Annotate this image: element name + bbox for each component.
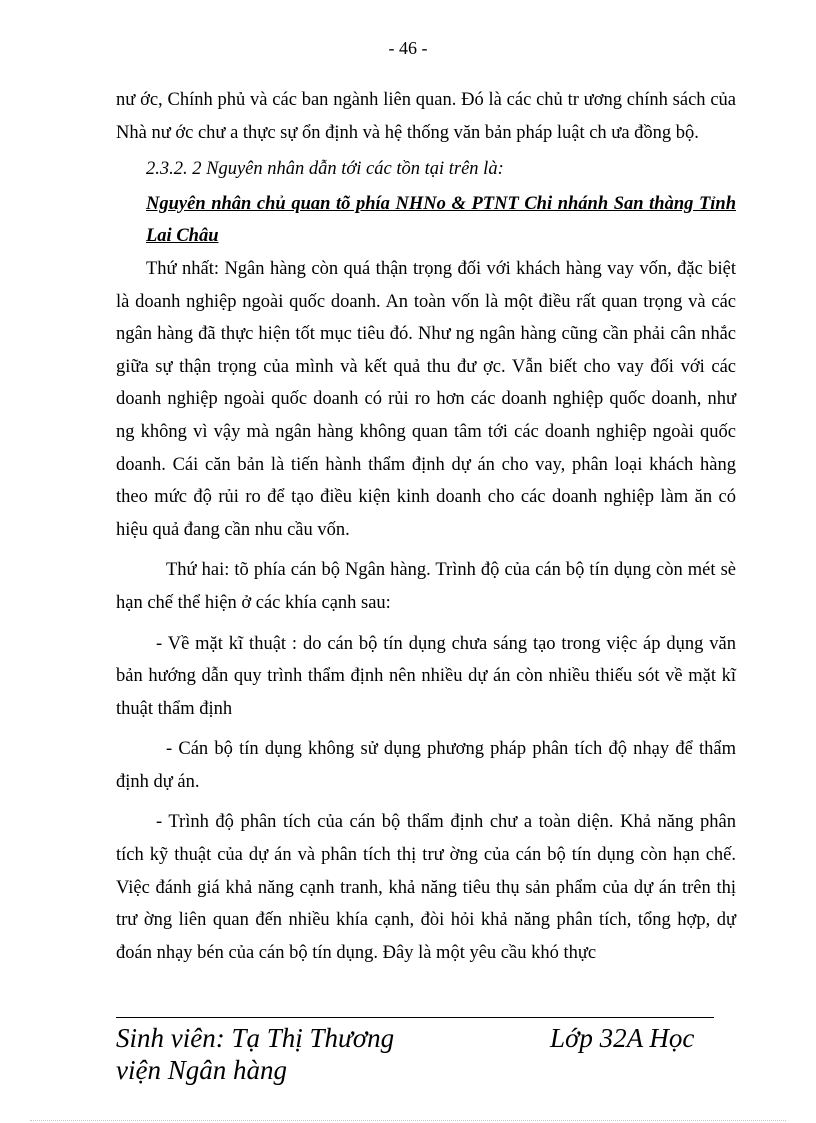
paragraph-second-reason: Thứ hai: tõ phía cán bộ Ngân hàng. Trình độ của cán bộ tín dụng còn mét sè hạn chế thể hiện ở các khía cạnh sau:: [116, 560, 736, 613]
page-bottom-border: [30, 1120, 786, 1121]
paragraph-first-reason: Thứ nhất: Ngân hàng còn quá thận trọng đối với khách hàng vay vốn, đặc biệt là doanh nghiệp ngoài quốc doanh. An toàn vốn là một điều rất quan trọng và các ngân hàng đã thực hiện tốt mục tiêu đó. Như ng ngân hàng cũng cần phải cân nhắc giữa sự thận trọng của mình và kết quả thu đư ợc. Vẫn biết cho vay đối với các doanh nghiệp ngoài quốc doanh có rủi ro hơn các doanh nghiệp quốc doanh, như ng không vì vậy mà ngân hàng không quan tâm tới các doanh nghiệp ngoài quốc doanh. Cái căn bản là tiến hành thẩm định dự án cho vay, phân loại khách hàng theo mức độ rủi ro để tạo điều kiện kinh doanh cho các doanh nghiệp làm ăn có hiệu quả đang cần nhu cầu vốn.: [116, 258, 736, 540]
footer-class: Lớp 32A Học: [550, 1023, 695, 1053]
page-number: - 46 -: [388, 38, 428, 58]
footer: [116, 1022, 716, 1086]
bullet-sensitivity: - Cán bộ tín dụng không sử dụng phương pháp phân tích độ nhạy để thẩm định dự án.: [116, 739, 736, 792]
footer-divider: [116, 1017, 714, 1018]
paragraph-continuation: nư ớc, Chính phủ và các ban ngành liên quan. Đó là các chủ tr ương chính sách của Nhà nư ớc chư a thực sự ổn định và hệ thống văn bản pháp luật ch ưa đồng bộ.: [116, 90, 736, 143]
body-text: [116, 84, 736, 969]
bullet-analysis: - Trình độ phân tích của cán bộ thẩm định chư a toàn diện. Khả năng phân tích kỹ thuật của dự án và phân tích thị trư ờng của cán bộ tín dụng còn hạn chế. Việc đánh giá khả năng cạnh tranh, khả năng tiêu thụ sản phẩm của dự án trên thị trư ờng liên quan đến nhiều khía cạnh, đòi hỏi khả năng phân tích, tổng hợp, dự đoán nhạy bén của cán bộ tín dụng. Đây là một yêu cầu khó thực: [116, 812, 736, 963]
bullet-technical: - Về mặt kĩ thuật : do cán bộ tín dụng chưa sáng tạo trong việc áp dụng văn bản hướng dẫn quy trình thẩm định nên nhiều dự án còn nhiều thiếu sót về mặt kĩ thuật thẩm định: [116, 633, 736, 719]
footer-school: viện Ngân hàng: [116, 1055, 287, 1085]
section-heading: Nguyên nhân chủ quan tõ phía NHNo & PTNT Chi nhánh San thàng Tỉnh Lai Châu: [146, 193, 736, 247]
footer-student: Sinh viên: Tạ Thị Thương: [116, 1023, 395, 1053]
section-subheading: 2.3.2. 2 Nguyên nhân dẫn tới các tồn tại trên là:: [146, 159, 504, 180]
